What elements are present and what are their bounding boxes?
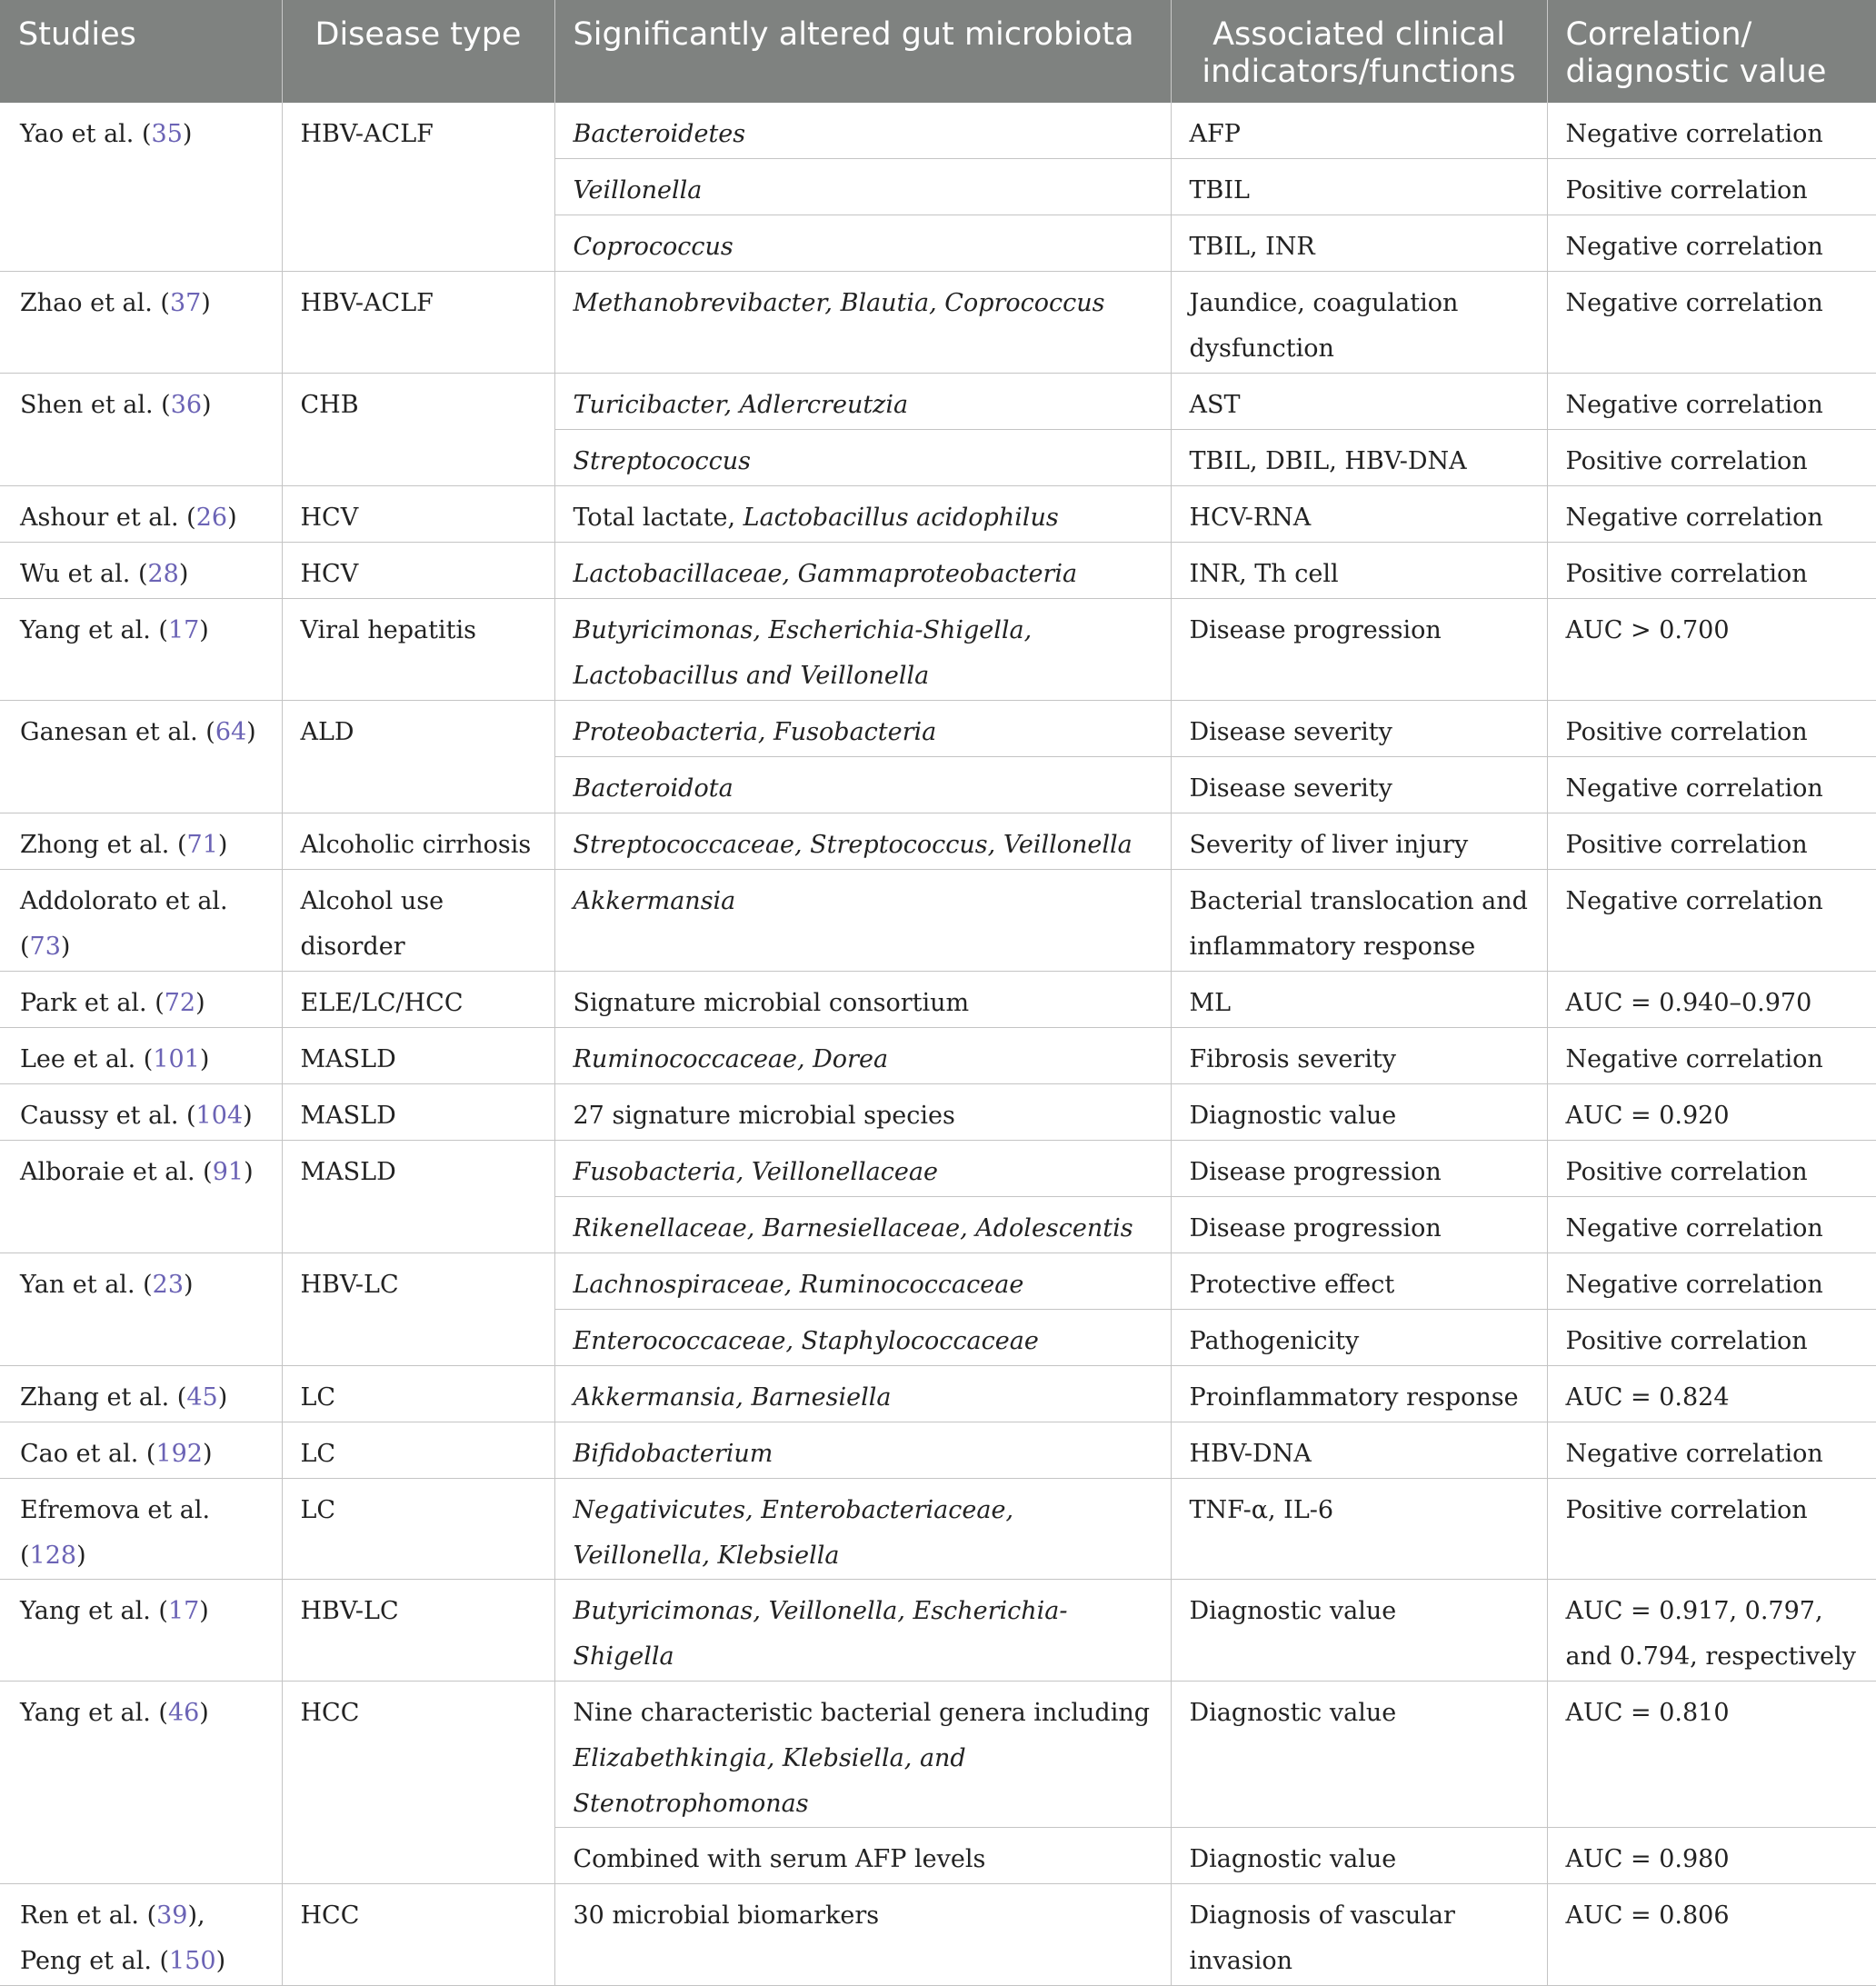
microbiota-cell: Bacteroidota	[554, 757, 1171, 813]
indicator-cell: Protective effect	[1171, 1253, 1547, 1310]
indicator-cell: Diagnostic value	[1171, 1580, 1547, 1682]
table-row	[0, 272, 1876, 374]
disease-cell: HBV-ACLF	[282, 272, 554, 374]
disease-cell: ALD	[282, 701, 554, 813]
indicator-cell: Diagnostic value	[1171, 1828, 1547, 1884]
indicator-cell: HBV-DNA	[1171, 1422, 1547, 1479]
reference-link[interactable]: 17	[167, 616, 200, 644]
reference-link[interactable]: 17	[167, 1597, 200, 1625]
indicator-cell: Bacterial translocation and inflammatory response	[1171, 870, 1547, 972]
study-cell: Ganesan et al. (64)	[0, 701, 282, 813]
study-cell: Park et al. (72)	[0, 972, 282, 1028]
study-cell: Wu et al. (28)	[0, 543, 282, 599]
header-studies: Studies	[0, 0, 282, 103]
study-cell: Alboraie et al. (91)	[0, 1141, 282, 1253]
disease-cell: HCC	[282, 1884, 554, 1986]
microbiota-cell: Nine characteristic bacterial genera including Elizabethkingia, Klebsiella, and Stenotrophomonas	[554, 1682, 1171, 1828]
study-cell: Yang et al. (17)	[0, 1580, 282, 1682]
indicator-cell: TNF-α, IL-6	[1171, 1479, 1547, 1580]
disease-cell: MASLD	[282, 1141, 554, 1253]
microbiota-cell: Bacteroidetes	[554, 103, 1171, 159]
reference-link[interactable]: 35	[151, 120, 183, 148]
correlation-cell: Negative correlation	[1547, 1253, 1876, 1310]
reference-link[interactable]: 192	[155, 1440, 203, 1468]
study-cell: Ashour et al. (26)	[0, 486, 282, 543]
reference-link[interactable]: 73	[29, 933, 61, 961]
disease-cell: Alcoholic cirrhosis	[282, 813, 554, 870]
disease-cell: HCV	[282, 486, 554, 543]
microbiota-cell: Rikenellaceae, Barnesiellaceae, Adolescentis	[554, 1197, 1171, 1253]
microbiota-cell: Fusobacteria, Veillonellaceae	[554, 1141, 1171, 1197]
indicator-cell: INR, Th cell	[1171, 543, 1547, 599]
disease-cell: HBV-LC	[282, 1580, 554, 1682]
header-correlation: Correlation/ diagnostic value	[1547, 0, 1876, 103]
table-row	[0, 1084, 1876, 1141]
microbiota-cell: Lactobacillaceae, Gammaproteobacteria	[554, 543, 1171, 599]
table-row	[0, 1682, 1876, 1828]
disease-cell: MASLD	[282, 1084, 554, 1141]
correlation-cell: Negative correlation	[1547, 215, 1876, 272]
table-row	[0, 486, 1876, 543]
study-cell: Addolorato et al. (73)	[0, 870, 282, 972]
reference-link[interactable]: 72	[164, 989, 196, 1017]
correlation-cell: Positive correlation	[1547, 813, 1876, 870]
indicator-cell: Fibrosis severity	[1171, 1028, 1547, 1084]
reference-link[interactable]: 36	[170, 391, 203, 419]
study-cell: Yao et al. (35)	[0, 103, 282, 272]
correlation-cell: Positive correlation	[1547, 1310, 1876, 1366]
microbiota-cell: Bifidobacterium	[554, 1422, 1171, 1479]
study-cell: Yan et al. (23)	[0, 1253, 282, 1366]
microbiota-cell: Methanobrevibacter, Blautia, Coprococcus	[554, 272, 1171, 374]
study-cell: Cao et al. (192)	[0, 1422, 282, 1479]
correlation-cell: Negative correlation	[1547, 1028, 1876, 1084]
correlation-cell: Positive correlation	[1547, 430, 1876, 486]
disease-cell: LC	[282, 1422, 554, 1479]
reference-link[interactable]: 128	[29, 1542, 77, 1570]
table-header	[0, 0, 1876, 103]
table-row	[0, 1422, 1876, 1479]
correlation-cell: AUC = 0.917, 0.797, and 0.794, respectively	[1547, 1580, 1876, 1682]
disease-cell: MASLD	[282, 1028, 554, 1084]
disease-cell: HCV	[282, 543, 554, 599]
reference-link[interactable]: 45	[186, 1383, 218, 1412]
disease-cell: Viral hepatitis	[282, 599, 554, 701]
indicator-cell: Severity of liver injury	[1171, 813, 1547, 870]
reference-link[interactable]: 46	[167, 1699, 200, 1727]
disease-cell: LC	[282, 1479, 554, 1580]
indicator-cell: Diagnostic value	[1171, 1682, 1547, 1828]
microbiota-cell: Streptococcus	[554, 430, 1171, 486]
reference-link[interactable]: 64	[215, 718, 247, 746]
study-cell: Shen et al. (36)	[0, 374, 282, 486]
table-body	[0, 103, 1876, 1986]
reference-link[interactable]: 101	[153, 1045, 200, 1073]
indicator-cell: AST	[1171, 374, 1547, 430]
correlation-cell: Negative correlation	[1547, 486, 1876, 543]
disease-cell: ELE/LC/HCC	[282, 972, 554, 1028]
reference-link[interactable]: 104	[195, 1102, 244, 1130]
disease-cell: HCC	[282, 1682, 554, 1884]
reference-link[interactable]: 37	[169, 289, 202, 317]
reference-link[interactable]: 91	[212, 1158, 244, 1186]
reference-link[interactable]: 39	[156, 1901, 188, 1930]
table-row	[0, 1580, 1876, 1682]
table-row	[0, 1028, 1876, 1084]
indicator-cell: Disease progression	[1171, 599, 1547, 701]
table-row	[0, 1366, 1876, 1422]
study-cell: Ren et al. (39), Peng et al. (150)	[0, 1884, 282, 1986]
correlation-cell: AUC = 0.810	[1547, 1682, 1876, 1828]
table-row	[0, 1141, 1876, 1197]
reference-link[interactable]: 150	[169, 1947, 216, 1975]
study-cell: Efremova et al. (128)	[0, 1479, 282, 1580]
correlation-cell: Positive correlation	[1547, 701, 1876, 757]
microbiota-cell: Akkermansia	[554, 870, 1171, 972]
table-row	[0, 1884, 1876, 1986]
microbiota-cell: Proteobacteria, Fusobacteria	[554, 701, 1171, 757]
microbiota-cell: Butyricimonas, Escherichia-Shigella, Lactobacillus and Veillonella	[554, 599, 1171, 701]
microbiota-cell: Ruminococcaceae, Dorea	[554, 1028, 1171, 1084]
study-cell: Zhao et al. (37)	[0, 272, 282, 374]
table-row	[0, 374, 1876, 430]
correlation-cell: Negative correlation	[1547, 103, 1876, 159]
indicator-cell: TBIL	[1171, 159, 1547, 215]
correlation-cell: Negative correlation	[1547, 757, 1876, 813]
table-row	[0, 972, 1876, 1028]
table-row	[0, 1479, 1876, 1580]
correlation-cell: Positive correlation	[1547, 543, 1876, 599]
correlation-cell: Negative correlation	[1547, 1422, 1876, 1479]
microbiota-cell: Lachnospiraceae, Ruminococcaceae	[554, 1253, 1171, 1310]
table-row	[0, 599, 1876, 701]
disease-cell: CHB	[282, 374, 554, 486]
microbiota-cell: Enterococcaceae, Staphylococcaceae	[554, 1310, 1171, 1366]
correlation-cell: Negative correlation	[1547, 1197, 1876, 1253]
indicator-cell: Disease severity	[1171, 757, 1547, 813]
study-cell: Zhong et al. (71)	[0, 813, 282, 870]
disease-cell: LC	[282, 1366, 554, 1422]
correlation-cell: AUC > 0.700	[1547, 599, 1876, 701]
indicator-cell: TBIL, INR	[1171, 215, 1547, 272]
microbiota-cell: Turicibacter, Adlercreutzia	[554, 374, 1171, 430]
microbiota-cell: Negativicutes, Enterobacteriaceae, Veillonella, Klebsiella	[554, 1479, 1171, 1580]
table-row	[0, 870, 1876, 972]
table-row	[0, 103, 1876, 159]
correlation-cell: Negative correlation	[1547, 374, 1876, 430]
microbiota-cell: Coprococcus	[554, 215, 1171, 272]
reference-link[interactable]: 26	[195, 504, 228, 532]
table-row	[0, 813, 1876, 870]
indicator-cell: Disease severity	[1171, 701, 1547, 757]
microbiota-cell: Total lactate, Lactobacillus acidophilus	[554, 486, 1171, 543]
microbiota-cell: Signature microbial consortium	[554, 972, 1171, 1028]
header-disease-type: Disease type	[282, 0, 554, 103]
correlation-cell: AUC = 0.806	[1547, 1884, 1876, 1986]
indicator-cell: AFP	[1171, 103, 1547, 159]
table-row	[0, 1253, 1876, 1310]
table-row	[0, 543, 1876, 599]
disease-cell: Alcohol use disorder	[282, 870, 554, 972]
reference-link[interactable]: 28	[147, 560, 179, 588]
correlation-cell: Negative correlation	[1547, 870, 1876, 972]
correlation-cell: AUC = 0.824	[1547, 1366, 1876, 1422]
indicator-cell: Disease progression	[1171, 1141, 1547, 1197]
correlation-cell: Positive correlation	[1547, 1479, 1876, 1580]
reference-link[interactable]: 71	[186, 831, 218, 859]
study-cell: Lee et al. (101)	[0, 1028, 282, 1084]
header-indicators: Associated clinical indicators/functions	[1171, 0, 1547, 103]
disease-cell: HBV-ACLF	[282, 103, 554, 272]
indicator-cell: Diagnostic value	[1171, 1084, 1547, 1141]
header-microbiota: Significantly altered gut microbiota	[554, 0, 1171, 103]
microbiota-cell: Veillonella	[554, 159, 1171, 215]
indicator-cell: Diagnosis of vascular invasion	[1171, 1884, 1547, 1986]
reference-link[interactable]: 23	[152, 1271, 184, 1299]
study-cell: Yang et al. (46)	[0, 1682, 282, 1884]
indicator-cell: Pathogenicity	[1171, 1310, 1547, 1366]
correlation-cell: AUC = 0.980	[1547, 1828, 1876, 1884]
microbiota-cell: 27 signature microbial species	[554, 1084, 1171, 1141]
disease-cell: HBV-LC	[282, 1253, 554, 1366]
study-cell: Caussy et al. (104)	[0, 1084, 282, 1141]
microbiota-cell: 30 microbial biomarkers	[554, 1884, 1171, 1986]
indicator-cell: Jaundice, coagulation dysfunction	[1171, 272, 1547, 374]
correlation-cell: Positive correlation	[1547, 159, 1876, 215]
correlation-cell: AUC = 0.940–0.970	[1547, 972, 1876, 1028]
indicator-cell: Disease progression	[1171, 1197, 1547, 1253]
indicator-cell: HCV-RNA	[1171, 486, 1547, 543]
microbiota-cell: Akkermansia, Barnesiella	[554, 1366, 1171, 1422]
correlation-cell: Negative correlation	[1547, 272, 1876, 374]
indicator-cell: ML	[1171, 972, 1547, 1028]
indicator-cell: Proinflammatory response	[1171, 1366, 1547, 1422]
correlation-cell: AUC = 0.920	[1547, 1084, 1876, 1141]
microbiota-cell: Butyricimonas, Veillonella, Escherichia-Shigella	[554, 1580, 1171, 1682]
table-row	[0, 701, 1876, 757]
study-cell: Yang et al. (17)	[0, 599, 282, 701]
microbiota-cell: Combined with serum AFP levels	[554, 1828, 1171, 1884]
microbiota-cell: Streptococcaceae, Streptococcus, Veillonella	[554, 813, 1171, 870]
indicator-cell: TBIL, DBIL, HBV-DNA	[1171, 430, 1547, 486]
correlation-cell: Positive correlation	[1547, 1141, 1876, 1197]
study-cell: Zhang et al. (45)	[0, 1366, 282, 1422]
